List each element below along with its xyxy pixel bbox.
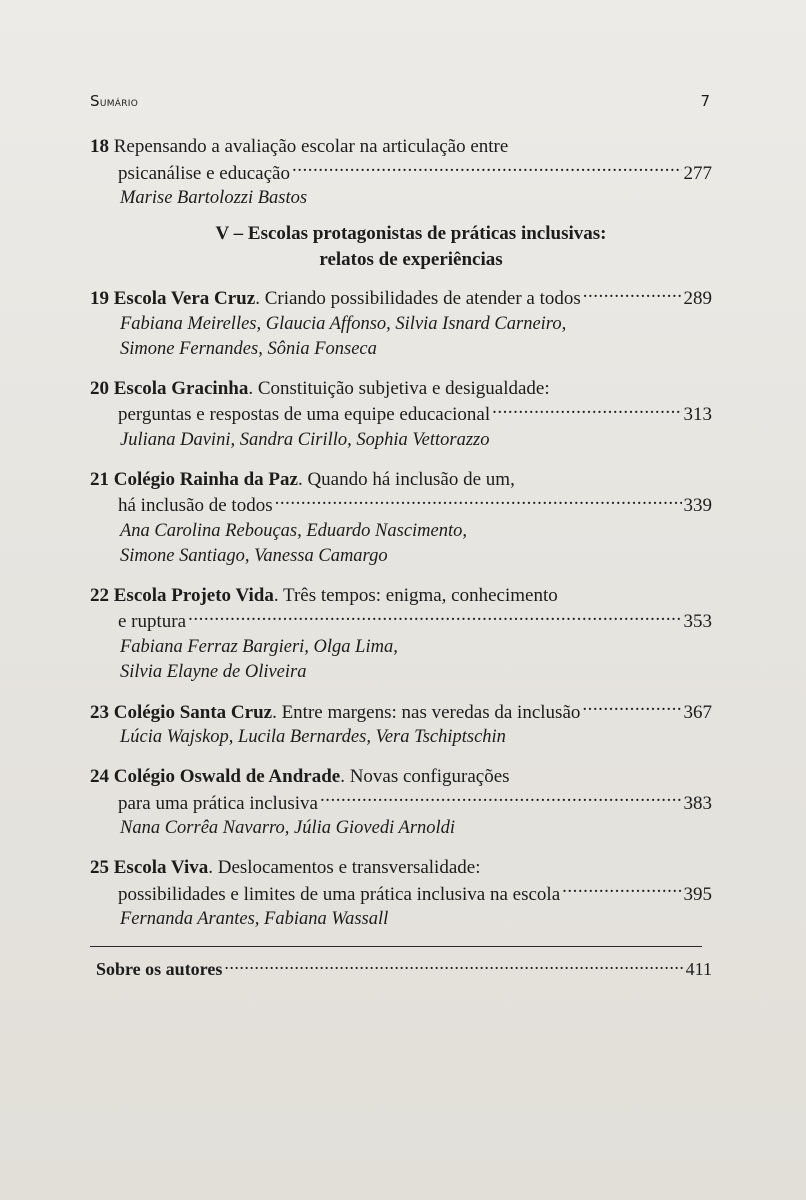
entry-page: 289 xyxy=(683,288,712,309)
toc-entry-19[interactable] xyxy=(90,285,712,362)
entry-page: 339 xyxy=(683,495,712,516)
dot-leader xyxy=(188,608,681,627)
entry-number: 21 Colégio Rainha da Paz xyxy=(90,468,298,490)
page-number: 7 xyxy=(700,92,710,110)
dot-leader xyxy=(562,881,681,900)
dot-leader xyxy=(582,699,681,718)
entry-page: 313 xyxy=(683,404,712,425)
entry-authors: Juliana Davini, Sandra Cirillo, Sophia Vettorazzo xyxy=(120,429,490,450)
entry-title-cont: possibilidades e limites de uma prática inclusiva na escola xyxy=(118,883,561,905)
entry-title-cont: há inclusão de todos xyxy=(118,495,273,516)
entry-authors: Ana Carolina Rebouças, Eduardo Nascimento, xyxy=(120,520,468,541)
entry-authors: Silvia Elayne de Oliveira xyxy=(120,661,307,682)
table-of-contents xyxy=(90,134,712,981)
running-title: Sumário xyxy=(90,92,139,110)
running-head xyxy=(90,92,710,112)
entry-title: Repensando a avaliação escolar na articulação entre xyxy=(113,136,509,157)
entry-title-cont: psicanálise e educação xyxy=(118,162,290,184)
entry-title: . Entre margens: nas veredas da inclusão xyxy=(272,701,581,723)
toc-entry-21[interactable] xyxy=(90,467,712,569)
entry-number: 20 Escola Gracinha xyxy=(90,377,249,399)
entry-authors: Simone Santiago, Vanessa Camargo xyxy=(120,545,388,566)
dot-leader xyxy=(292,160,682,179)
toc-entry-24[interactable] xyxy=(90,764,712,841)
entry-number: 19 Escola Vera Cruz xyxy=(90,288,256,309)
entry-page: 395 xyxy=(683,883,712,905)
entry-authors: Simone Fernandes, Sônia Fonseca xyxy=(120,338,377,359)
entry-number: 24 Colégio Oswald de Andrade xyxy=(90,766,341,787)
entry-title: . Constituição subjetiva e desigualdade: xyxy=(248,377,550,399)
toc-entry-20[interactable] xyxy=(90,376,712,453)
entry-authors: Fabiana Ferraz Bargieri, Olga Lima, xyxy=(120,636,398,657)
entry-number: 23 Colégio Santa Cruz xyxy=(90,701,273,723)
dot-leader xyxy=(275,492,682,511)
entry-authors: Marise Bartolozzi Bastos xyxy=(120,188,308,208)
entry-page: 353 xyxy=(683,611,712,632)
entry-authors: Fernanda Arantes, Fabiana Wassall xyxy=(120,909,389,929)
entry-title: . Novas configurações xyxy=(340,766,510,787)
dot-leader xyxy=(492,401,681,420)
dot-leader xyxy=(320,790,682,809)
dot-leader xyxy=(583,285,682,304)
entry-page: 367 xyxy=(683,701,712,723)
dot-leader xyxy=(224,957,683,975)
entry-title-cont: e ruptura xyxy=(118,611,187,632)
entry-authors: Fabiana Meirelles, Glaucia Affonso, Silvia Isnard Carneiro, xyxy=(120,313,567,334)
entry-authors: Nana Corrêa Navarro, Júlia Giovedi Arnoldi xyxy=(120,818,456,838)
toc-entry-25[interactable] xyxy=(90,855,712,932)
entry-number: 18 xyxy=(90,136,109,157)
toc-entry-about-authors[interactable] xyxy=(90,957,712,981)
toc-entry-18[interactable] xyxy=(90,134,712,211)
entry-title-cont: perguntas e respostas de uma equipe educacional xyxy=(118,404,491,425)
divider xyxy=(90,946,702,947)
entry-authors: Lúcia Wajskop, Lucila Bernardes, Vera Tschiptschin xyxy=(120,727,506,747)
entry-title: Sobre os autores xyxy=(96,959,223,979)
toc-entry-22[interactable] xyxy=(90,583,712,685)
entry-title: . Quando há inclusão de um, xyxy=(297,468,515,490)
entry-title: . Criando possibilidades de atender a todos xyxy=(255,288,581,309)
entry-number: 22 Escola Projeto Vida xyxy=(90,584,274,606)
entry-page: 383 xyxy=(683,792,712,814)
entry-title-cont: para uma prática inclusiva xyxy=(118,792,318,814)
entry-number: 25 Escola Viva xyxy=(90,857,209,878)
section-heading: V – Escolas protagonistas de práticas inclusivas: relatos de experiências xyxy=(215,223,607,270)
entry-title: . Deslocamentos e transversalidade: xyxy=(208,857,481,878)
entry-title: . Três tempos: enigma, conhecimento xyxy=(273,584,558,606)
entry-page: 411 xyxy=(685,959,712,979)
entry-page: 277 xyxy=(683,162,712,184)
toc-entry-23[interactable] xyxy=(90,699,712,751)
